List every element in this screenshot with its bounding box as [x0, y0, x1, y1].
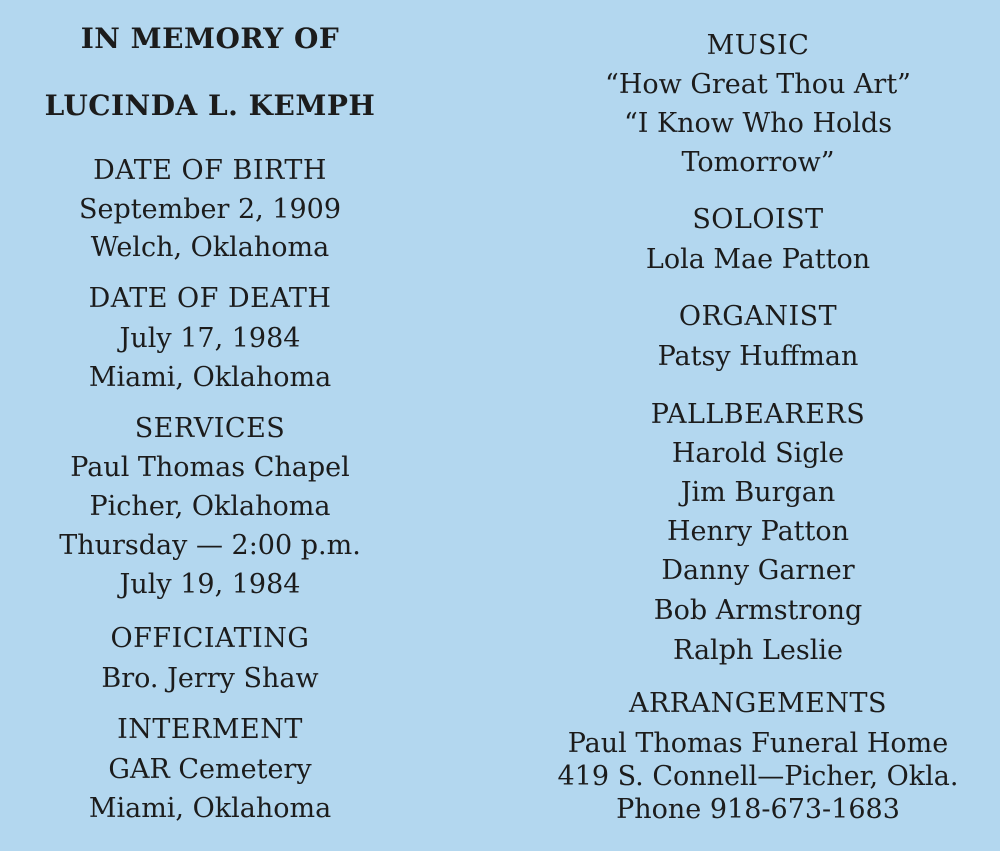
organist-heading: ORGANIST [678, 301, 838, 332]
interment-place: Miami, Oklahoma [88, 793, 332, 824]
interment-cemetery: GAR Cemetery [108, 754, 312, 785]
pallbearer-name: Jim Burgan [680, 477, 836, 508]
death-heading: DATE OF DEATH [88, 283, 332, 314]
services-city: Picher, Oklahoma [89, 491, 331, 522]
birth-date: September 2, 1909 [79, 194, 341, 225]
services-time: Thursday — 2:00 p.m. [59, 530, 361, 561]
funeral-home-name: Paul Thomas Funeral Home [567, 728, 949, 759]
birth-place: Welch, Oklahoma [90, 232, 330, 263]
death-place: Miami, Oklahoma [88, 362, 332, 393]
music-song-2-line-2: Tomorrow” [681, 147, 835, 178]
pallbearer-name: Harold Sigle [671, 438, 845, 469]
birth-heading: DATE OF BIRTH [93, 155, 327, 186]
arrangements-heading: ARRANGEMENTS [628, 688, 888, 719]
services-heading: SERVICES [134, 413, 286, 444]
organist-name: Patsy Huffman [657, 341, 859, 372]
music-heading: MUSIC [706, 30, 810, 61]
officiating-name: Bro. Jerry Shaw [101, 663, 319, 694]
interment-heading: INTERMENT [117, 714, 303, 745]
services-date: July 19, 1984 [119, 569, 301, 600]
deceased-name: LUCINDA L. KEMPH [44, 89, 376, 122]
funeral-home-phone: Phone 918-673-1683 [616, 794, 900, 825]
death-date: July 17, 1984 [119, 323, 301, 354]
pallbearer-name: Henry Patton [666, 516, 850, 547]
soloist-heading: SOLOIST [692, 204, 824, 235]
pallbearer-name: Bob Armstrong [653, 595, 863, 626]
funeral-home-address: 419 S. Connell—Picher, Okla. [557, 761, 959, 792]
pallbearer-name: Danny Garner [661, 555, 855, 586]
pallbearers-heading: PALLBEARERS [650, 399, 866, 430]
memory-title: IN MEMORY OF [80, 22, 340, 55]
music-song-2-line-1: “I Know Who Holds [623, 108, 893, 139]
pallbearer-name: Ralph Leslie [673, 635, 843, 666]
services-location: Paul Thomas Chapel [70, 452, 350, 483]
soloist-name: Lola Mae Patton [645, 244, 871, 275]
officiating-heading: OFFICIATING [110, 623, 310, 654]
music-song-1: “How Great Thou Art” [605, 69, 911, 100]
